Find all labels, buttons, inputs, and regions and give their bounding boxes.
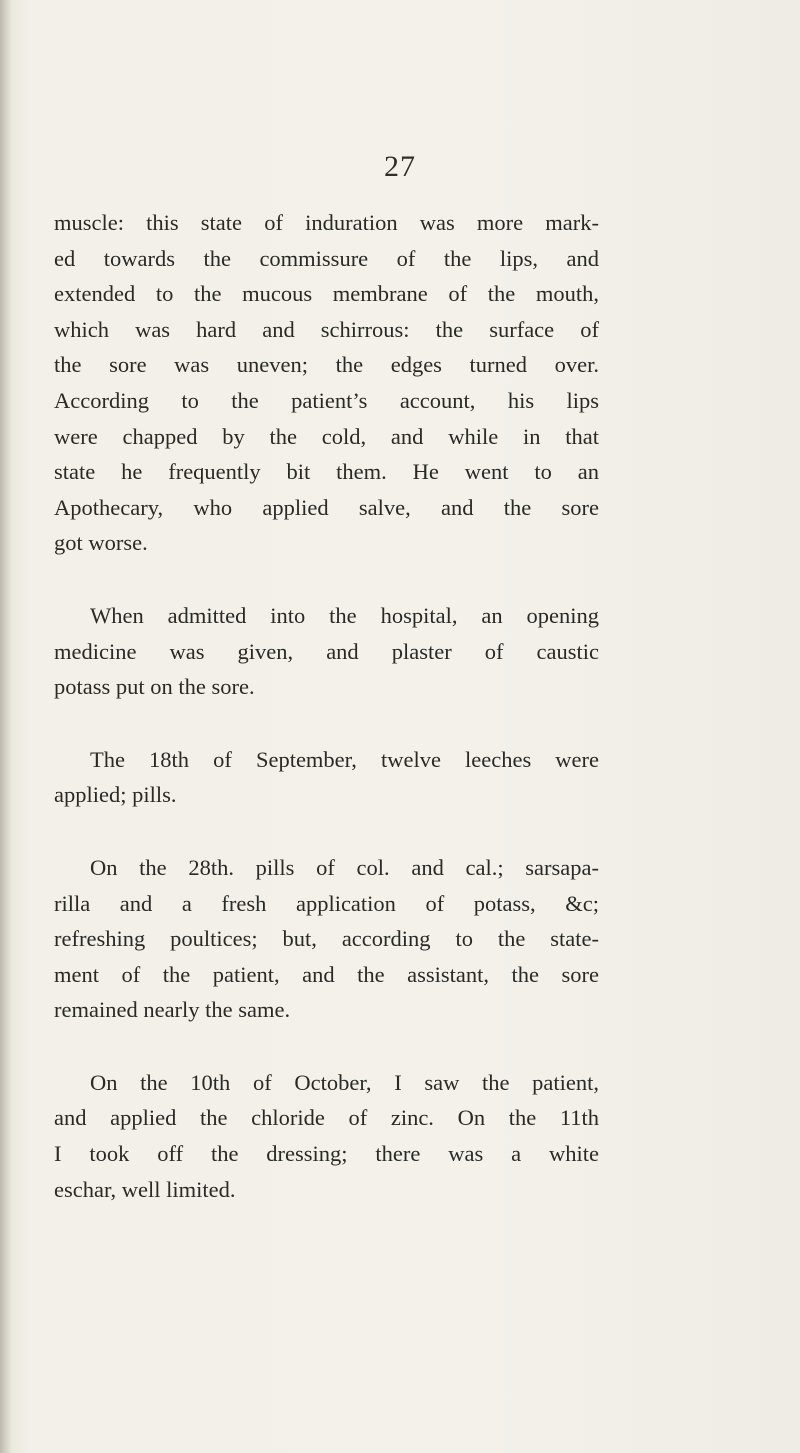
text-line: muscle: this state of induration was more mark- [54, 210, 599, 235]
text-line: which was hard and schirrous: the surface of [54, 316, 599, 342]
paragraph-3 [54, 742, 599, 813]
text-line: were chapped by the cold, and while in that [54, 423, 599, 449]
text-line: refreshing poultices; but, according to the state- [54, 926, 599, 952]
paragraph-4 [54, 850, 599, 1028]
text-line: ed towards the commissure of the lips, and [54, 245, 599, 271]
page-binding-edge [0, 0, 12, 1453]
paragraph-2 [54, 598, 599, 705]
text-line: and applied the chloride of zinc. On the 11th [54, 1105, 599, 1131]
text-line: On the 10th of October, I saw the patient, [90, 1069, 599, 1095]
paragraph-1 [54, 205, 599, 561]
paragraph-5 [54, 1065, 599, 1207]
text-line: When admitted into the hospital, an opening [90, 602, 599, 628]
page-number: 27 [384, 150, 416, 183]
text-line: eschar, well limited. [54, 1176, 236, 1202]
text-line: According to the patient’s account, his lips [54, 387, 599, 413]
text-line: On the 28th. pills of col. and cal.; sarsapa- [90, 854, 599, 880]
text-line: The 18th of September, twelve leeches were [90, 746, 599, 772]
text-line: potass put on the sore. [54, 674, 255, 700]
text-line: applied; pills. [54, 782, 177, 808]
text-line: state he frequently bit them. He went to an [54, 459, 599, 485]
text-line: remained nearly the same. [54, 997, 291, 1023]
text-line: got worse. [54, 530, 148, 556]
text-line: ment of the patient, and the assistant, the sore [54, 961, 599, 987]
body-text [54, 205, 599, 1207]
text-line: Apothecary, who applied salve, and the sore [54, 494, 599, 520]
text-line: I took off the dressing; there was a white [54, 1141, 599, 1167]
text-line: the sore was uneven; the edges turned over. [54, 352, 599, 378]
text-line: rilla and a fresh application of potass, &c; [54, 890, 599, 916]
text-line: medicine was given, and plaster of caustic [54, 638, 599, 664]
text-line: extended to the mucous membrane of the mouth, [54, 281, 599, 307]
